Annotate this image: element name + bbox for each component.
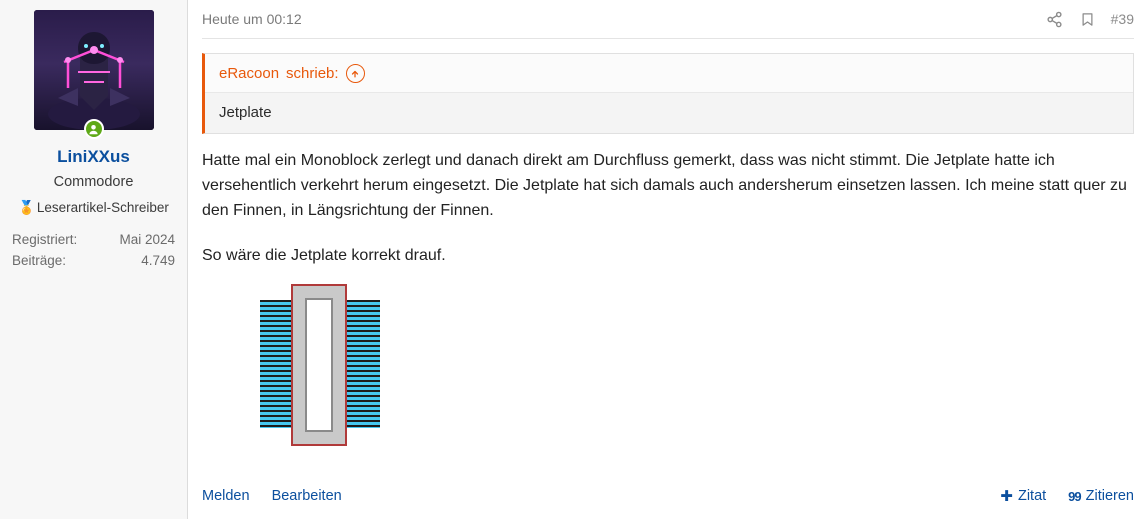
- jetplate-outline: [291, 284, 347, 446]
- share-icon[interactable]: [1045, 10, 1064, 29]
- stat-posts: [12, 250, 175, 271]
- avatar[interactable]: [34, 10, 154, 130]
- post-body: [202, 148, 1134, 268]
- post-header-actions: [1045, 10, 1134, 29]
- post-paragraph-1: Hatte mal ein Monoblock zerlegt und danach direkt am Durchfluss gemerkt, dass was nicht stimmt. Die Jetplate hatte ich versehentlich verkehrt herum eingesetzt. Die Jetplate hat sich damals auch andersherum einsetzen lassen. Ich meine statt quer zu den Finnen, in Längsrichtung der Finnen.: [202, 152, 1127, 219]
- bookmark-icon[interactable]: [1078, 10, 1097, 29]
- user-stats: [12, 229, 175, 271]
- post-number[interactable]: #39: [1110, 11, 1134, 27]
- post-footer-right: [1000, 488, 1134, 504]
- quote-body: Jetplate: [205, 92, 1133, 133]
- quote-wrote-label: schrieb:: [286, 65, 339, 82]
- username[interactable]: LiniXXus: [57, 147, 130, 166]
- add-quote-label: Zitat: [1017, 488, 1047, 504]
- avatar-wrapper: [34, 10, 154, 130]
- post-date[interactable]: Heute um 00:12: [202, 11, 302, 27]
- online-status-indicator: [84, 119, 104, 139]
- plus-icon: ✚: [1000, 487, 1013, 505]
- quote-author[interactable]: eRacoon: [219, 65, 280, 82]
- post-header: [202, 0, 1134, 39]
- quote-reply-label: Zitieren: [1085, 488, 1134, 504]
- jetplate-diagram[interactable]: [260, 284, 380, 446]
- quote-reply-button[interactable]: [1068, 488, 1134, 504]
- report-button[interactable]: Melden: [202, 488, 250, 504]
- jetplate-slot: [305, 298, 333, 432]
- medal-icon: 🏅: [18, 200, 35, 215]
- user-title: Commodore: [53, 174, 134, 190]
- stat-registered-label: Registriert:: [12, 232, 78, 247]
- quotation-marks-icon: 99: [1068, 488, 1081, 504]
- post-user-sidebar: [0, 0, 188, 519]
- user-banner-label: Leserartikel-Schreiber: [36, 200, 169, 215]
- edit-button[interactable]: Bearbeiten: [271, 488, 342, 504]
- post-paragraph-2: So wäre die Jetplate korrekt drauf.: [202, 247, 446, 264]
- stat-posts-value: 4.749: [141, 253, 175, 268]
- quote-header: [205, 54, 1133, 92]
- post-footer: [202, 481, 1134, 511]
- user-banner: [12, 198, 175, 217]
- stat-registered: [12, 229, 175, 250]
- quote-block: [202, 53, 1134, 134]
- jump-to-post-icon[interactable]: [346, 64, 365, 83]
- post-main: [188, 0, 1148, 519]
- post-footer-left: [202, 488, 342, 504]
- stat-posts-label: Beiträge:: [12, 253, 67, 268]
- add-quote-button[interactable]: [1000, 488, 1046, 504]
- stat-registered-value: Mai 2024: [119, 232, 175, 247]
